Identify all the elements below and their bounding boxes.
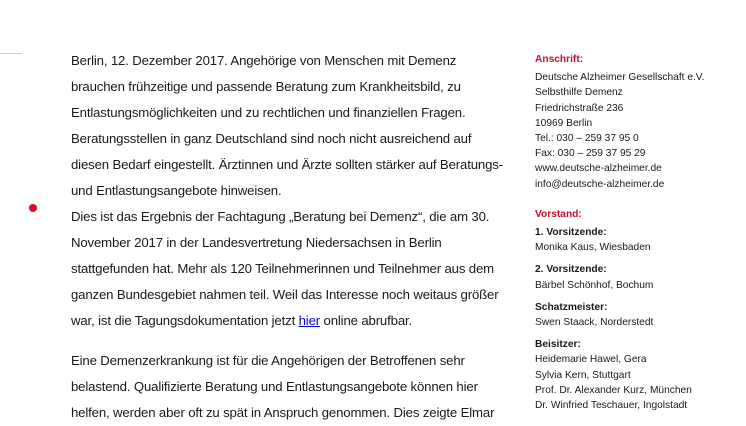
assessor-item: Heidemarie Hawel, Gera	[535, 354, 647, 366]
treasurer-value: Swen Staack, Norderstedt	[535, 317, 654, 329]
chair1-block	[535, 225, 740, 255]
chair2-value: Bärbel Schönhof, Bochum	[535, 279, 654, 291]
assessors-block	[535, 337, 740, 413]
address-heading: Anschrift:	[535, 54, 584, 65]
bullet-dot-icon	[29, 204, 37, 212]
article-paragraph-2-start: Dies ist das Ergebnis der Fachtagung „Beratung bei Demenz“, die am 30. November 2017 in der Landesvertretung Niedersachsen in Berlin stattgefunden hat. Mehr als 120 Teilnehmerinnen und Teilnehmer aus dem ganzen Bundesgebiet nahmen teil. Weil das Interesse noch weitaus größer war, ist die Tagungsdokumentation jetzt	[71, 209, 499, 328]
article-body	[71, 48, 511, 426]
fax-line: Fax: 030 – 259 37 95 29	[535, 148, 646, 160]
assessor-item: Dr. Winfried Teschauer, Ingolstadt	[535, 400, 688, 412]
assessor-item: Prof. Dr. Alexander Kurz, München	[535, 384, 692, 396]
chair2-block	[535, 262, 740, 292]
address-line: Selbsthilfe Demenz	[535, 87, 623, 99]
documentation-link[interactable]: hier	[298, 313, 320, 328]
address-line: Friedrichstraße 236	[535, 102, 624, 114]
address-line: Deutsche Alzheimer Gesellschaft e.V.	[535, 72, 705, 84]
email-line: info@deutsche-alzheimer.de	[535, 178, 665, 190]
treasurer-block	[535, 300, 740, 330]
board-heading: Vorstand:	[535, 208, 582, 220]
assessors-label: Beisitzer:	[535, 339, 581, 351]
address-line: 10969 Berlin	[535, 117, 593, 129]
chair1-value: Monika Kaus, Wiesbaden	[535, 242, 651, 254]
article-paragraph-2	[71, 204, 511, 334]
assessor-item: Sylvia Kern, Stuttgart	[535, 369, 631, 381]
address-block	[535, 70, 740, 192]
treasurer-label: Schatzmeister:	[535, 301, 608, 313]
phone-line: Tel.: 030 – 259 37 95 0	[535, 133, 639, 145]
top-divider	[0, 53, 22, 54]
chair1-label: 1. Vorsitzende:	[535, 227, 607, 239]
sidebar	[535, 52, 740, 413]
website-line: www.deutsche-alzheimer.de	[535, 163, 662, 175]
article-paragraph-1: Berlin, 12. Dezember 2017. Angehörige von Menschen mit Demenz brauchen frühzeitige und passende Beratung zum Krankheitsbild, zu Entlastungsmöglichkeiten und zu rechtlichen und finanziellen Fragen. Beratungsstellen in ganz Deutschland sind noch nicht ausreichend auf diesen Bedarf eingestellt. Ärztinnen und Ärzte sollten stärker auf Beratungs- und Entlastungsangebote hinweisen.	[71, 53, 503, 198]
article-paragraph-3: Eine Demenzerkrankung ist für die Angehörigen der Betroffenen sehr belastend. Qualifizierte Beratung und Entlastungsangebote können hier helfen, werden aber oft zu spät in Anspruch genommen. Dies zeigte Elmar	[71, 353, 495, 420]
article-paragraph-2-end: online abrufbar.	[320, 313, 413, 328]
chair2-label: 2. Vorsitzende:	[535, 264, 607, 276]
